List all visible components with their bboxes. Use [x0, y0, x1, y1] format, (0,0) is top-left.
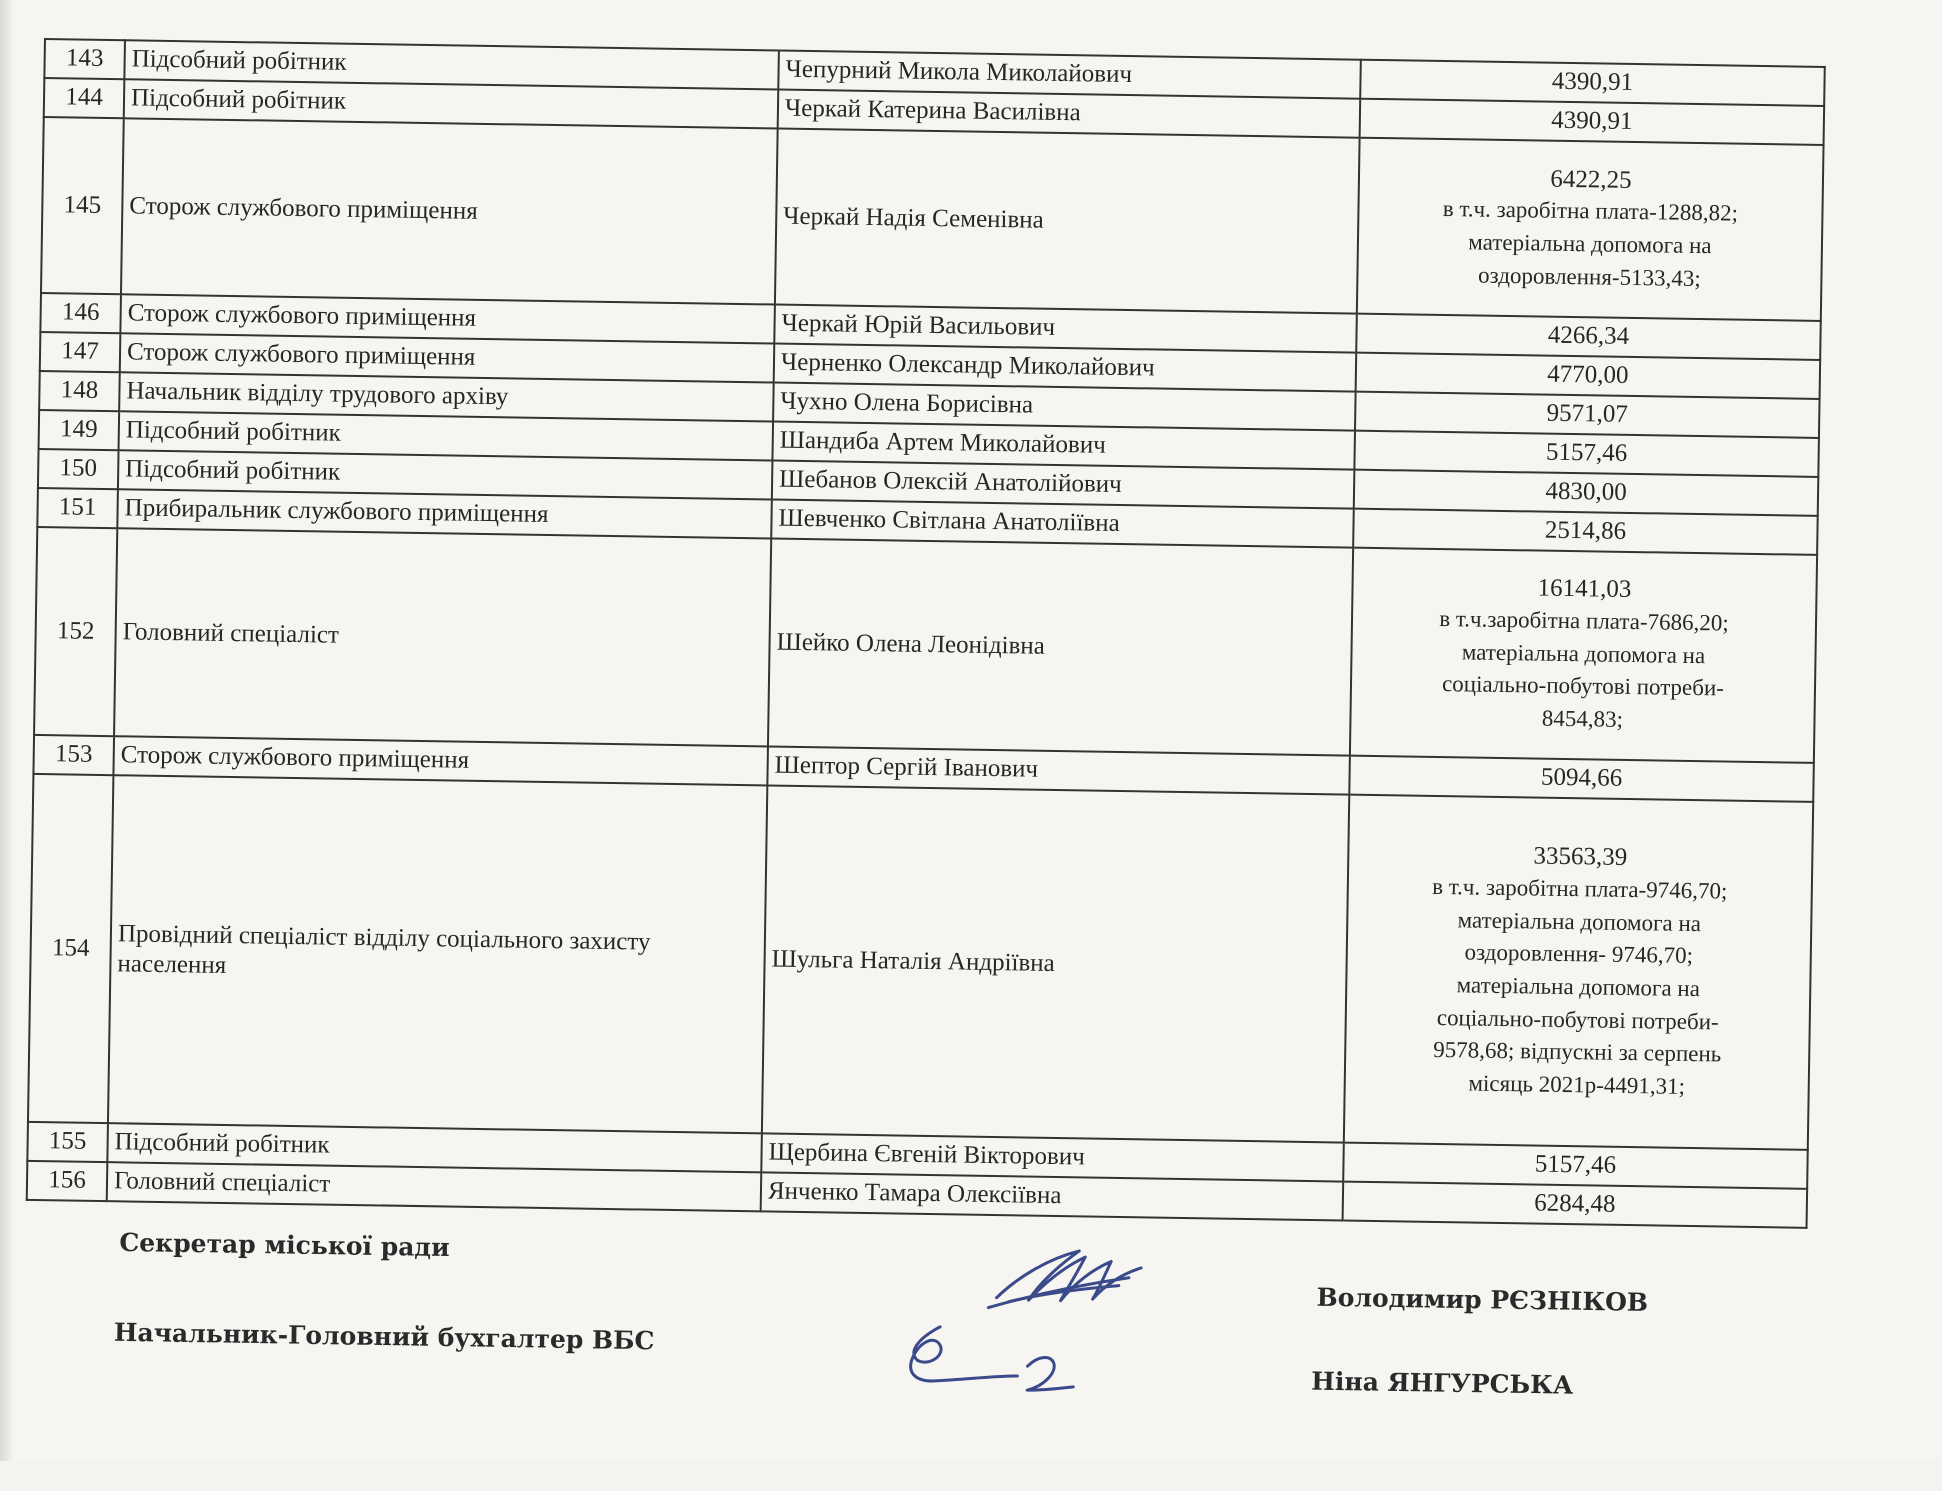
secretary-name: Володимир РЄЗНІКОВ — [1316, 1282, 1649, 1317]
position-cell: Головний спеціаліст — [107, 1162, 762, 1211]
employee-name-cell: Щербина Євгеній Вікторович — [761, 1133, 1344, 1181]
row-number: 151 — [37, 488, 118, 528]
amount-detail-line: в т.ч.заробітна плата-7686,20; — [1439, 605, 1729, 636]
position-cell: Сторож службового приміщення — [121, 118, 778, 304]
secretary-title: Секретар міської ради — [119, 1227, 450, 1263]
amount-total: 5094,66 — [1540, 763, 1623, 793]
row-number: 150 — [38, 449, 119, 489]
position-cell: Начальник відділу трудового архіву — [119, 372, 774, 421]
amount-total: 4266,34 — [1547, 321, 1630, 351]
position-cell: Сторож службового приміщення — [113, 736, 768, 785]
row-number: 156 — [27, 1161, 108, 1201]
amount-detail-line: 8454,83; — [1541, 705, 1624, 732]
employee-name-cell: Шептор Сергій Іванович — [767, 746, 1350, 794]
amount-total: 16141,03 — [1537, 574, 1632, 604]
amount-total: 4390,91 — [1551, 106, 1633, 136]
handwritten-signature — [877, 1234, 1170, 1409]
employee-name-cell: Шандиба Артем Миколайович — [772, 421, 1355, 469]
row-number: 146 — [40, 293, 121, 333]
row-number: 148 — [39, 371, 120, 411]
row-number: 149 — [39, 410, 120, 450]
row-number: 153 — [33, 735, 114, 775]
position-cell: Підсобний робітник — [124, 40, 779, 89]
amount-detail-line: оздоровлення- 9746,70; — [1464, 939, 1694, 969]
employee-name-cell: Черненко Олександр Миколайович — [774, 344, 1357, 392]
position-cell: Сторож службового приміщення — [120, 294, 775, 343]
amount-detail-line: матеріальна допомога на — [1456, 972, 1701, 1002]
row-number: 155 — [27, 1122, 108, 1162]
employee-name-cell: Шебанов Олексій Анатолійович — [772, 460, 1355, 508]
employee-name-cell: Чепурний Микола Миколайович — [778, 51, 1361, 99]
position-cell: Головний спеціаліст — [114, 528, 771, 746]
accountant-title: Начальник-Головний бухгалтер ВБС — [113, 1317, 655, 1356]
accountant-name: Ніна ЯНГУРСЬКА — [1311, 1366, 1574, 1400]
amount-detail-line: в т.ч. заробітна плата-9746,70; — [1432, 873, 1728, 904]
amount-total: 33563,39 — [1533, 842, 1628, 872]
amount-detail-line: матеріальна допомога на — [1468, 229, 1712, 259]
row-number: 154 — [28, 774, 113, 1123]
amount-detail-line: оздоровлення-5133,43; — [1477, 262, 1701, 291]
position-cell: Підсобний робітник — [118, 450, 773, 499]
employee-name-cell: Черкай Катерина Василівна — [778, 90, 1361, 138]
position-cell: Сторож службового приміщення — [120, 333, 775, 382]
row-number: 143 — [44, 39, 125, 79]
employee-name-cell: Шульга Наталія Андріївна — [762, 785, 1349, 1142]
position-cell: Підсобний робітник — [119, 411, 774, 460]
row-number: 144 — [44, 78, 125, 118]
employee-name-cell: Чухно Олена Борисівна — [773, 383, 1356, 431]
position-cell: Провідний спеціаліст відділу соціального захисту населення — [108, 775, 767, 1133]
amount-detail-line: в т.ч. заробітна плата-1288,82; — [1442, 196, 1739, 226]
amount-detail-line: соціально-побутові потреби- — [1436, 1004, 1719, 1035]
row-number: 147 — [40, 332, 121, 372]
amount-detail-line: 9578,68; відпускні за серпень — [1433, 1037, 1722, 1067]
amount-total: 2514,86 — [1544, 516, 1627, 546]
amount-detail-line: матеріальна допомога на — [1461, 638, 1706, 668]
row-number: 145 — [41, 117, 124, 294]
amount-detail-line: місяць 2021р-4491,31; — [1468, 1070, 1686, 1099]
employee-name-cell: Шейко Олена Леонідівна — [768, 538, 1353, 755]
row-number: 152 — [34, 527, 117, 736]
amount-total: 5157,46 — [1545, 438, 1628, 468]
amount-total: 4830,00 — [1545, 477, 1627, 507]
amount-total: 9571,07 — [1546, 399, 1629, 429]
employee-name-cell: Шевченко Світлана Анатоліївна — [771, 499, 1354, 547]
position-cell: Прибиральник службового приміщення — [117, 489, 772, 538]
position-cell: Підсобний робітник — [107, 1123, 762, 1172]
employee-name-cell: Черкай Юрій Васильович — [774, 305, 1357, 353]
amount-total: 4390,91 — [1551, 67, 1634, 97]
amount-total: 4770,00 — [1547, 360, 1629, 390]
employee-name-cell: Черкай Надія Семенівна — [775, 129, 1360, 314]
employee-name-cell: Янченко Тамара Олексіївна — [761, 1172, 1344, 1220]
amount-total: 5157,46 — [1534, 1150, 1617, 1180]
position-cell: Підсобний робітник — [124, 79, 779, 128]
amount-detail-line: матеріальна допомога на — [1457, 906, 1702, 936]
amount-total: 6284,48 — [1534, 1189, 1616, 1219]
amount-detail-line: соціально-побутові потреби- — [1441, 671, 1725, 701]
amount-total: 6422,25 — [1550, 165, 1632, 194]
